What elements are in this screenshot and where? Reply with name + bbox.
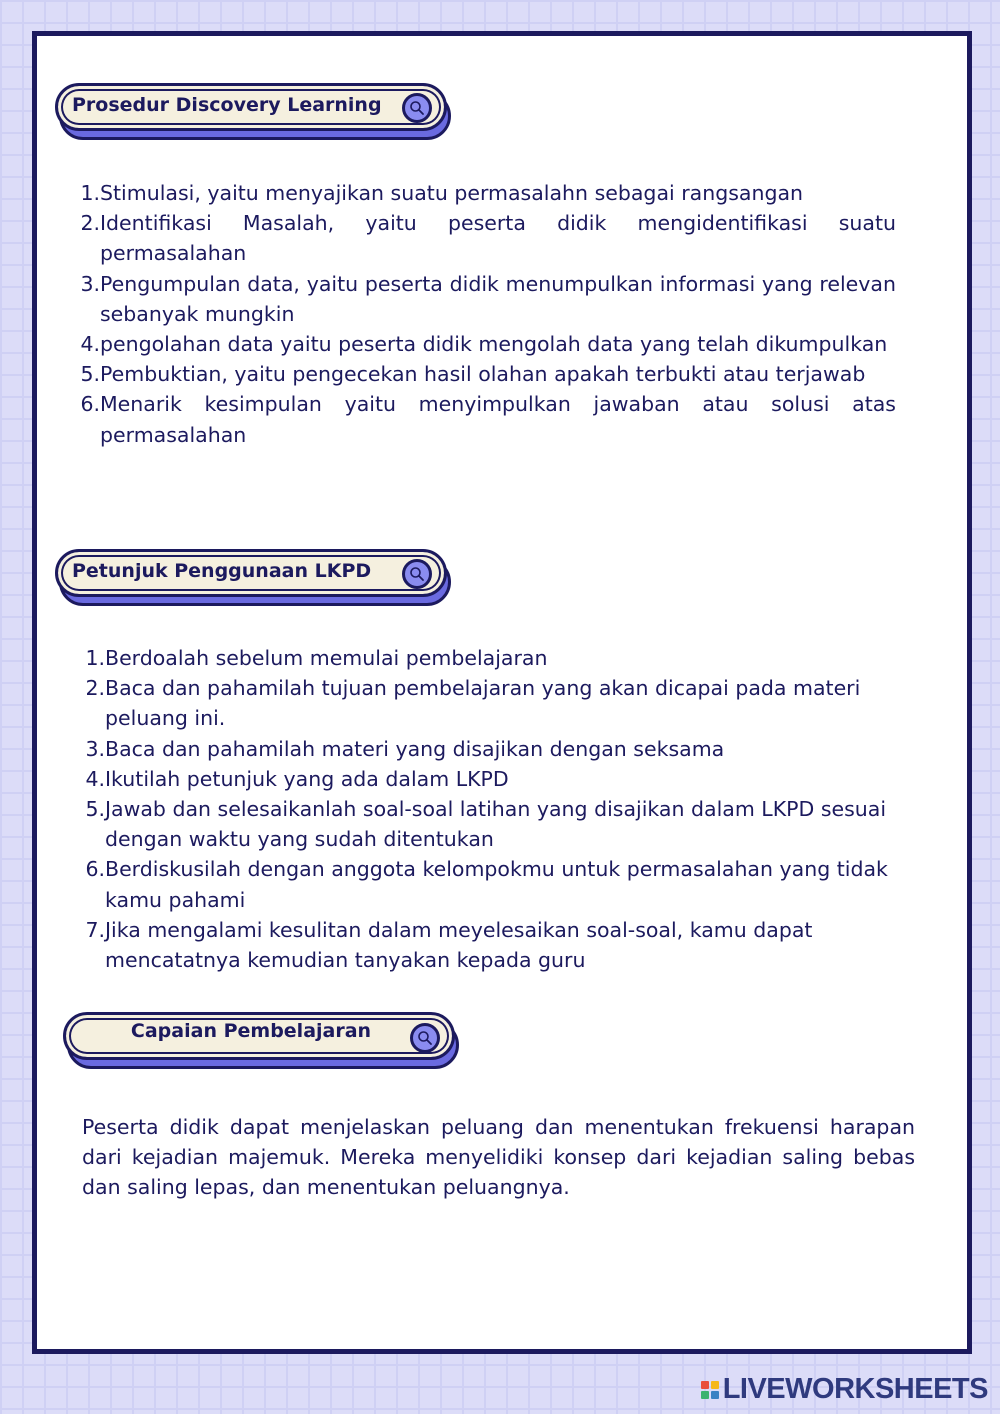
list-item: 5. Pembuktian, yaitu pengecekan hasil olahan apakah terbukti atau terjawab xyxy=(80,362,866,387)
liveworksheets-logo-icon xyxy=(701,1381,719,1399)
brand-name: LIVEWORKSHEETS xyxy=(722,1373,988,1405)
search-icon xyxy=(402,559,432,589)
section-header-petunjuk xyxy=(55,549,451,599)
logo-tile xyxy=(701,1391,709,1399)
pill-body xyxy=(55,83,447,131)
search-icon xyxy=(410,1023,440,1053)
section-header-prosedur xyxy=(55,83,451,133)
logo-tile xyxy=(711,1391,719,1399)
petunjuk-list xyxy=(82,643,892,975)
list-item: 4. Ikutilah petunjuk yang ada dalam LKPD xyxy=(85,766,509,791)
liveworksheets-watermark xyxy=(701,1373,988,1406)
list-item: 7. Jika mengalami kesulitan dalam meyelesaikan soal-soal, kamu dapat mencatatnya kemudian tanyakan kepada guru xyxy=(85,917,813,973)
section-title: Capaian Pembelajaran xyxy=(130,1020,372,1042)
list-item: 6. Berdiskusilah dengan anggota kelompokmu untuk permasalahan yang tidak kamu pahami xyxy=(85,857,888,912)
capaian-paragraph: Peserta didik dapat menjelaskan peluang dan menentukan frekuensi harapan dari kejadian majemuk. Mereka menyelidiki konsep dari kejadian saling bebas dan saling lepas, dan menentukan peluangnya. xyxy=(82,1115,915,1200)
section-title: Petunjuk Penggunaan LKPD xyxy=(72,560,372,582)
list-item: 5. Jawab dan selesaikanlah soal-soal latihan yang disajikan dalam LKPD sesuai dengan waktu yang sudah ditentukan xyxy=(85,797,887,852)
list-item: 3. Pengumpulan data, yaitu peserta didik menumpulkan informasi yang relevan sebanyak mungkin xyxy=(80,271,896,326)
list-item: 6. Menarik kesimpulan yaitu menyimpulkan jawaban atau solusi atas permasalahan xyxy=(80,392,896,447)
logo-tile xyxy=(701,1381,709,1389)
list-item: 1. Stimulasi, yaitu menyajikan suatu permasalahn sebagai rangsangan xyxy=(80,181,804,205)
logo-tile xyxy=(711,1381,719,1389)
list-item: 4. pengolahan data yaitu peserta didik mengolah data yang telah dikumpulkan xyxy=(80,332,888,357)
list-item: 1. Berdoalah sebelum memulai pembelajaran xyxy=(85,646,548,670)
section-title: Prosedur Discovery Learning xyxy=(72,94,382,116)
list-item: 2. Identifikasi Masalah, yaitu peserta didik mengidentifikasi suatu permasalahan xyxy=(80,211,896,266)
pill-body xyxy=(55,549,447,597)
pill-body xyxy=(63,1012,455,1060)
search-icon xyxy=(402,93,432,123)
list-item: 3. Baca dan pahamilah materi yang disajikan dengan seksama xyxy=(85,736,725,761)
section-header-capaian xyxy=(63,1012,459,1062)
prosedur-list xyxy=(78,178,896,450)
list-item: 2. Baca dan pahamilah tujuan pembelajaran yang akan dicapai pada materi peluang ini. xyxy=(85,676,861,731)
